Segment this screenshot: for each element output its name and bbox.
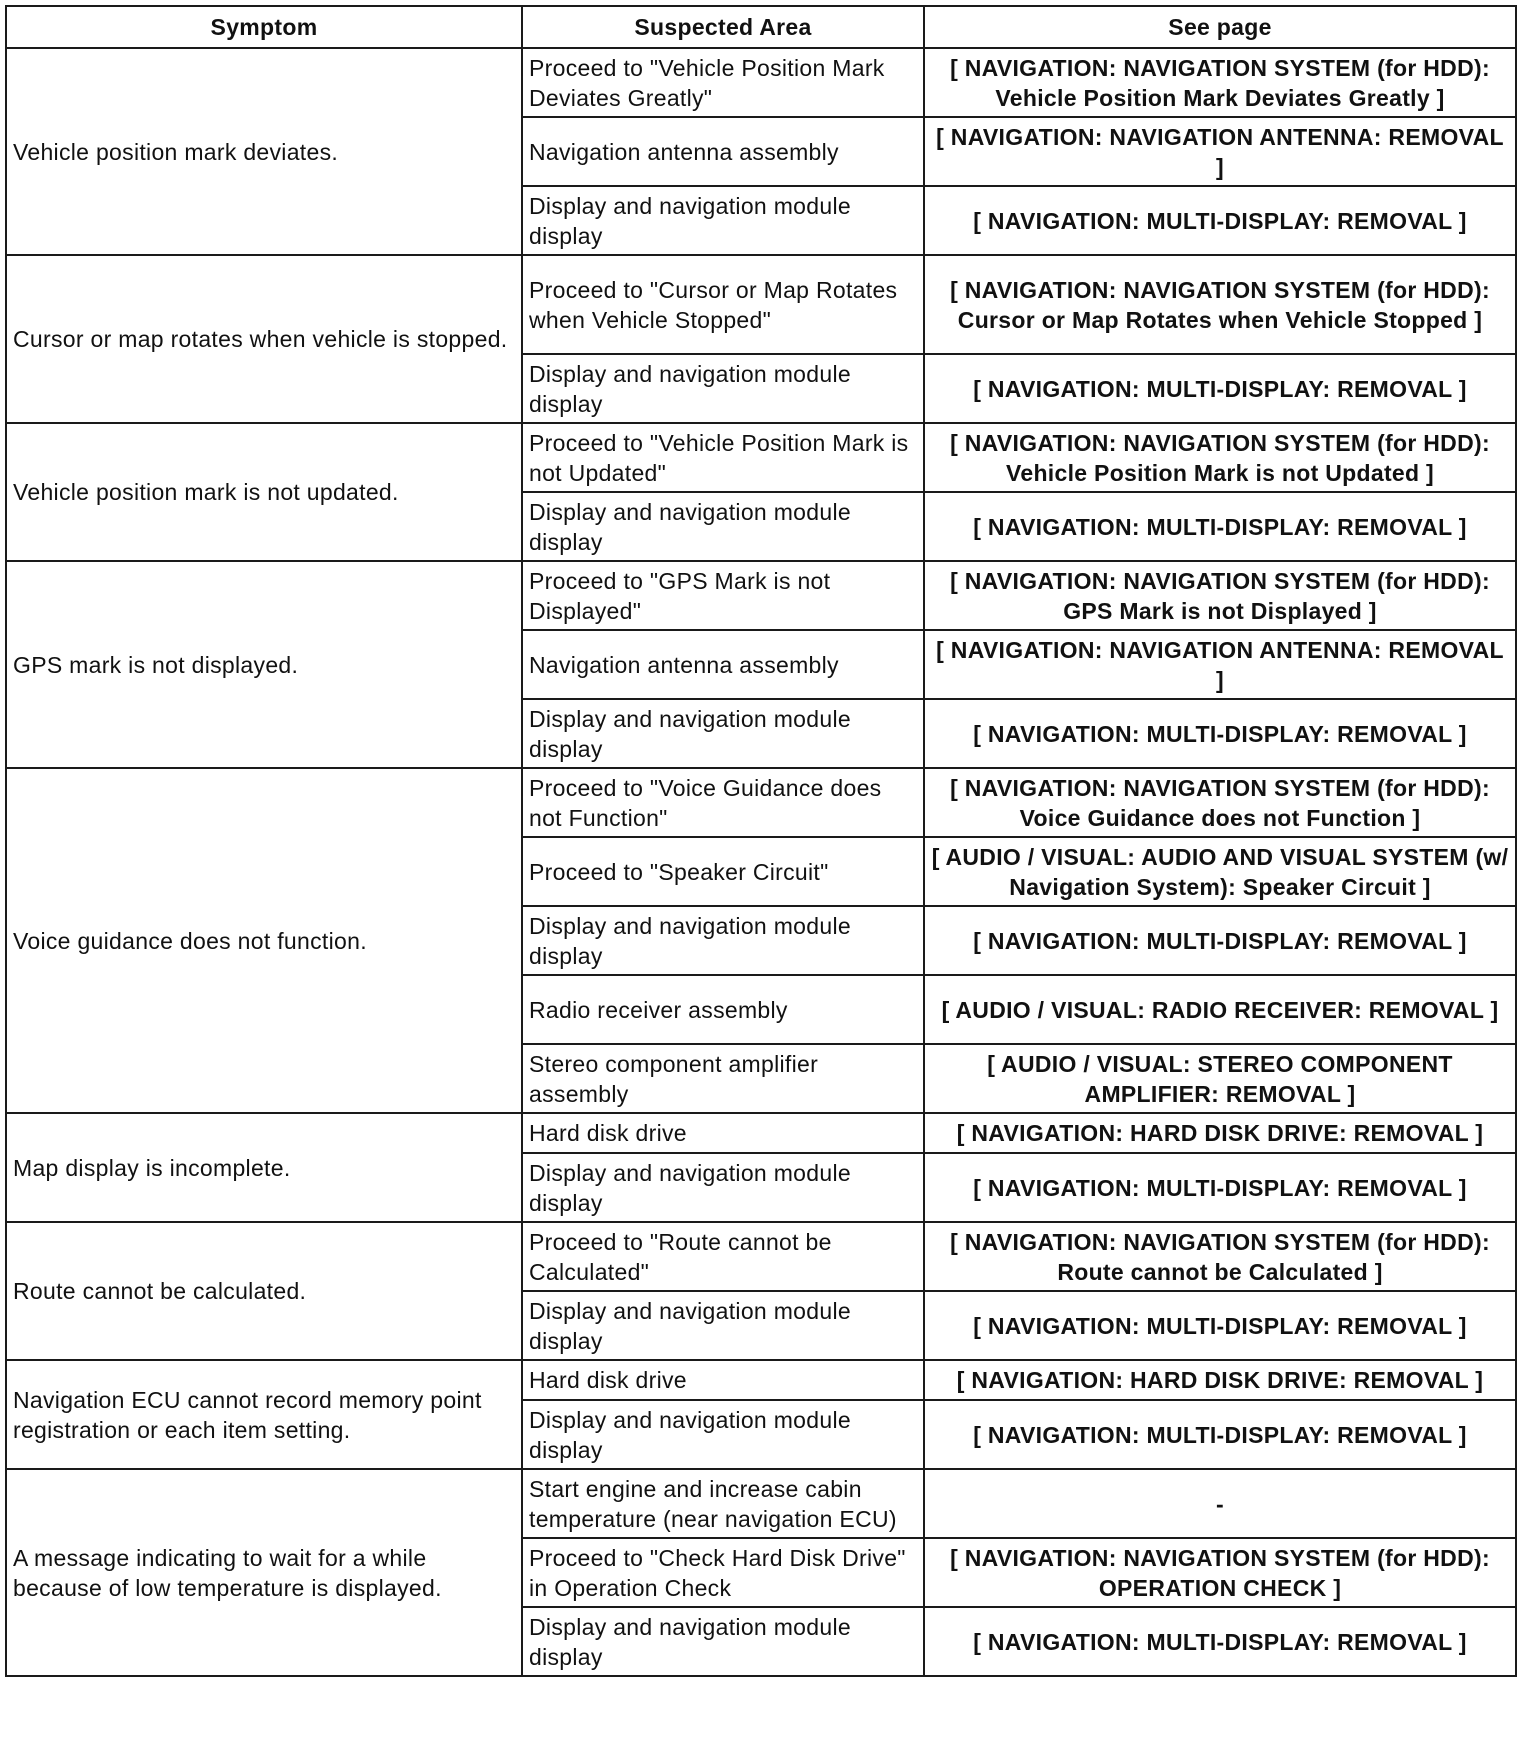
see-page-link[interactable]: [ NAVIGATION: MULTI-DISPLAY: REMOVAL ]	[924, 186, 1516, 255]
suspected-area-cell: Display and navigation module display	[522, 699, 924, 768]
see-page-link[interactable]: [ NAVIGATION: MULTI-DISPLAY: REMOVAL ]	[924, 1607, 1516, 1676]
table-row	[6, 48, 1516, 117]
see-page-link[interactable]: [ NAVIGATION: MULTI-DISPLAY: REMOVAL ]	[924, 354, 1516, 423]
see-page-link[interactable]: [ NAVIGATION: MULTI-DISPLAY: REMOVAL ]	[924, 492, 1516, 561]
symptom-cell: Voice guidance does not function.	[6, 768, 522, 1113]
table-row	[6, 768, 1516, 837]
suspected-area-cell: Display and navigation module display	[522, 186, 924, 255]
symptom-cell: Map display is incomplete.	[6, 1113, 522, 1222]
suspected-area-cell: Proceed to "Vehicle Position Mark is not Updated"	[522, 423, 924, 492]
symptom-cell: Navigation ECU cannot record memory point registration or each item setting.	[6, 1360, 522, 1469]
see-page-link[interactable]: [ NAVIGATION: NAVIGATION ANTENNA: REMOVAL ]	[924, 630, 1516, 699]
table-header-row	[6, 6, 1516, 48]
see-page-link[interactable]: [ NAVIGATION: MULTI-DISPLAY: REMOVAL ]	[924, 1291, 1516, 1360]
see-page-link[interactable]: [ NAVIGATION: MULTI-DISPLAY: REMOVAL ]	[924, 1400, 1516, 1469]
suspected-area-cell: Proceed to "Cursor or Map Rotates when Vehicle Stopped"	[522, 255, 924, 354]
see-page-link[interactable]: [ NAVIGATION: MULTI-DISPLAY: REMOVAL ]	[924, 906, 1516, 975]
suspected-area-cell: Display and navigation module display	[522, 906, 924, 975]
see-page-link[interactable]: [ NAVIGATION: NAVIGATION SYSTEM (for HDD): Vehicle Position Mark Deviates Greatly ]	[924, 48, 1516, 117]
troubleshooting-table-container	[5, 5, 1515, 1677]
see-page-link[interactable]: [ AUDIO / VISUAL: RADIO RECEIVER: REMOVAL ]	[924, 975, 1516, 1044]
see-page-link[interactable]: [ NAVIGATION: HARD DISK DRIVE: REMOVAL ]	[924, 1113, 1516, 1153]
suspected-area-cell: Display and navigation module display	[522, 492, 924, 561]
suspected-area-cell: Display and navigation module display	[522, 1400, 924, 1469]
suspected-area-cell: Display and navigation module display	[522, 354, 924, 423]
table-row	[6, 255, 1516, 354]
symptom-cell: Cursor or map rotates when vehicle is stopped.	[6, 255, 522, 423]
suspected-area-cell: Hard disk drive	[522, 1113, 924, 1153]
symptom-cell: Vehicle position mark deviates.	[6, 48, 522, 255]
see-page-link[interactable]: [ NAVIGATION: NAVIGATION SYSTEM (for HDD): Voice Guidance does not Function ]	[924, 768, 1516, 837]
table-row	[6, 1360, 1516, 1400]
header-see-page: See page	[924, 6, 1516, 48]
see-page-link[interactable]: [ NAVIGATION: NAVIGATION SYSTEM (for HDD): GPS Mark is not Displayed ]	[924, 561, 1516, 630]
see-page-link[interactable]: [ NAVIGATION: NAVIGATION SYSTEM (for HDD): Route cannot be Calculated ]	[924, 1222, 1516, 1291]
see-page-link[interactable]: [ AUDIO / VISUAL: STEREO COMPONENT AMPLIFIER: REMOVAL ]	[924, 1044, 1516, 1113]
see-page-link[interactable]: [ NAVIGATION: NAVIGATION SYSTEM (for HDD): Vehicle Position Mark is not Updated ]	[924, 423, 1516, 492]
suspected-area-cell: Start engine and increase cabin temperature (near navigation ECU)	[522, 1469, 924, 1538]
suspected-area-cell: Proceed to "Speaker Circuit"	[522, 837, 924, 906]
see-page-link[interactable]: [ NAVIGATION: NAVIGATION ANTENNA: REMOVAL ]	[924, 117, 1516, 186]
suspected-area-cell: Proceed to "Voice Guidance does not Function"	[522, 768, 924, 837]
see-page-link[interactable]: [ NAVIGATION: NAVIGATION SYSTEM (for HDD): Cursor or Map Rotates when Vehicle Stopped ]	[924, 255, 1516, 354]
table-row	[6, 1222, 1516, 1291]
problem-symptoms-table	[5, 5, 1517, 1677]
suspected-area-cell: Navigation antenna assembly	[522, 630, 924, 699]
suspected-area-cell: Navigation antenna assembly	[522, 117, 924, 186]
suspected-area-cell: Radio receiver assembly	[522, 975, 924, 1044]
see-page-link[interactable]: [ NAVIGATION: MULTI-DISPLAY: REMOVAL ]	[924, 699, 1516, 768]
suspected-area-cell: Stereo component amplifier assembly	[522, 1044, 924, 1113]
table-row	[6, 423, 1516, 492]
symptom-cell: GPS mark is not displayed.	[6, 561, 522, 768]
symptom-cell: Route cannot be calculated.	[6, 1222, 522, 1360]
suspected-area-cell: Display and navigation module display	[522, 1153, 924, 1222]
see-page-placeholder: -	[924, 1469, 1516, 1538]
header-suspected-area: Suspected Area	[522, 6, 924, 48]
suspected-area-cell: Display and navigation module display	[522, 1291, 924, 1360]
suspected-area-cell: Proceed to "Route cannot be Calculated"	[522, 1222, 924, 1291]
table-row	[6, 1113, 1516, 1153]
symptom-cell: Vehicle position mark is not updated.	[6, 423, 522, 561]
see-page-link[interactable]: [ AUDIO / VISUAL: AUDIO AND VISUAL SYSTEM (w/ Navigation System): Speaker Circuit ]	[924, 837, 1516, 906]
suspected-area-cell: Proceed to "GPS Mark is not Displayed"	[522, 561, 924, 630]
symptom-cell: A message indicating to wait for a while because of low temperature is displayed.	[6, 1469, 522, 1676]
suspected-area-cell: Display and navigation module display	[522, 1607, 924, 1676]
see-page-link[interactable]: [ NAVIGATION: MULTI-DISPLAY: REMOVAL ]	[924, 1153, 1516, 1222]
see-page-link[interactable]: [ NAVIGATION: HARD DISK DRIVE: REMOVAL ]	[924, 1360, 1516, 1400]
table-row	[6, 561, 1516, 630]
table-row	[6, 1469, 1516, 1538]
see-page-link[interactable]: [ NAVIGATION: NAVIGATION SYSTEM (for HDD): OPERATION CHECK ]	[924, 1538, 1516, 1607]
suspected-area-cell: Proceed to "Vehicle Position Mark Deviates Greatly"	[522, 48, 924, 117]
suspected-area-cell: Hard disk drive	[522, 1360, 924, 1400]
suspected-area-cell: Proceed to "Check Hard Disk Drive" in Operation Check	[522, 1538, 924, 1607]
header-symptom: Symptom	[6, 6, 522, 48]
